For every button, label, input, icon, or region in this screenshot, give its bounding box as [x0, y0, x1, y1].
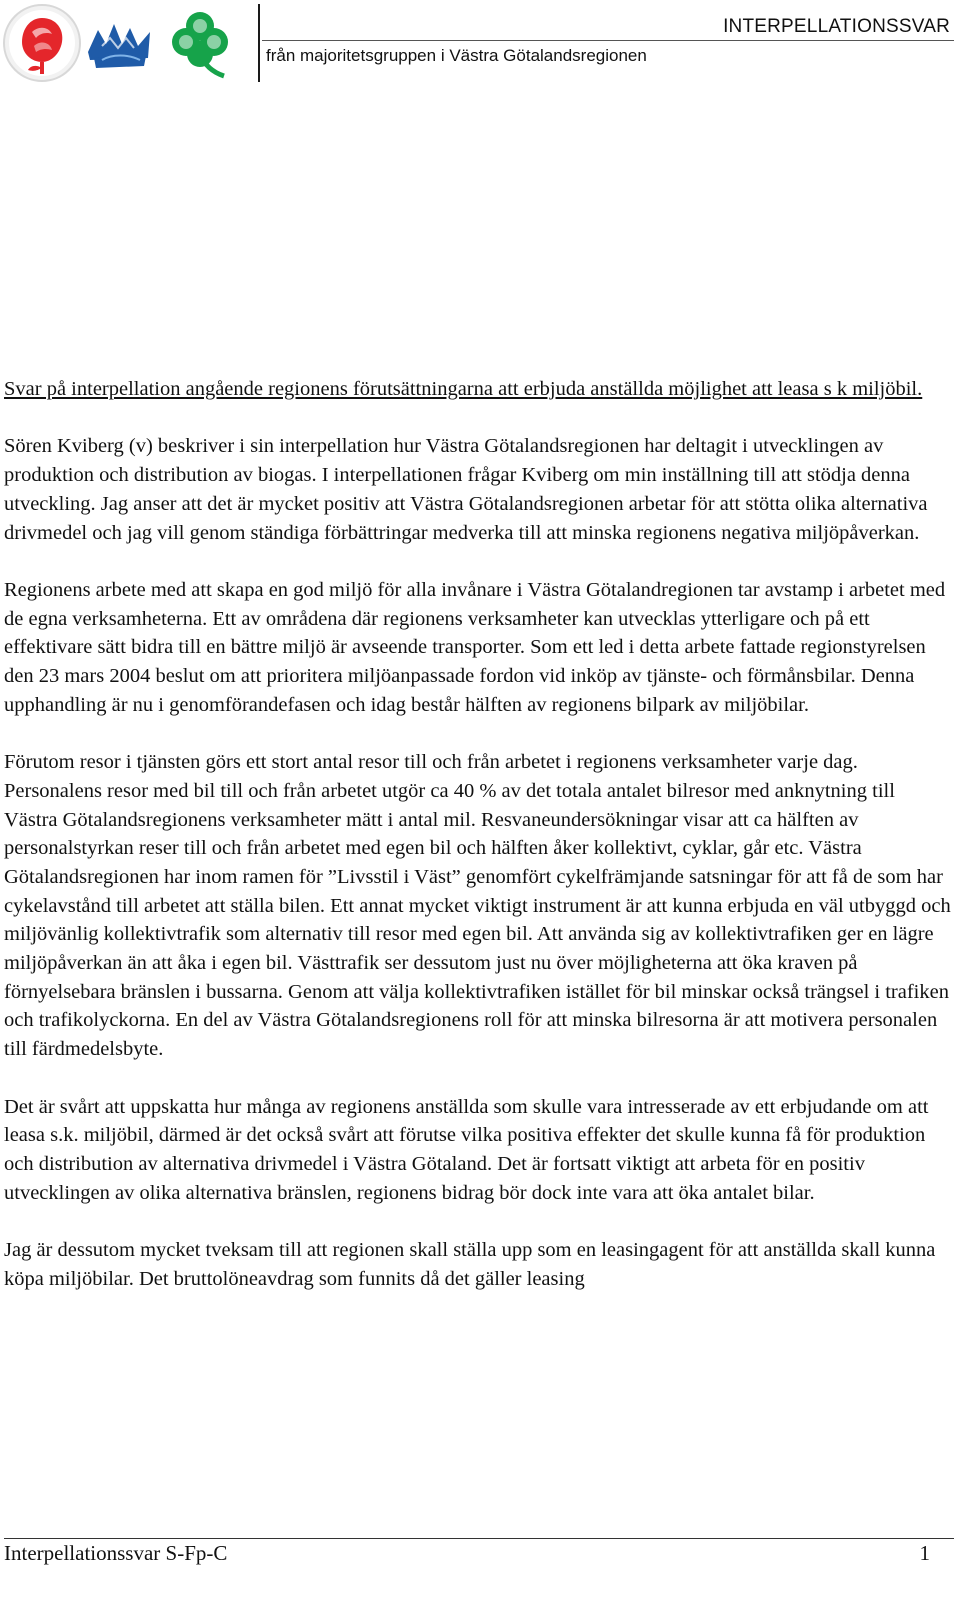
header-rule [262, 40, 954, 41]
paragraph: Förutom resor i tjänsten görs ett stort antal resor till och från arbetet i regionens verksamheter varje dag. Personalens resor med bil till och från arbetet utgör ca 40 % av det totala antalet bilresor med anknytning till Västra Götalandsregionens verksamheter mätt i antal mil. Resvaneundersökningar visar att ca hälften av personalstyrkan reser till och från arbetet med egen bil och hälften åker kollektivt, cyklar, går etc. Västra Götalandsregionen har inom ramen för ”Livsstil i Väst” genomfört cykelfrämjande satsningar för att få de som har cykelavstånd till arbetet att ställa bilen. Ett annat mycket viktigt instrument är att kunna erbjuda en väl utbyggd och miljövänlig kollektivtrafik som alternativ till resor med egen bil. Att använda sig av kollektivtrafiken ger en lägre miljöpåverkan än att åka i egen bil. Västtrafik ser dessutom just nu över möjligheterna att öka kraven på förnyelsebara bränslen i bussarna. Genom att välja kollektivtrafiken istället för bil minskar också trängsel i trafiken och trafikolyckorna. En del av Västra Götalandsregionens roll för att minska bilresorna är att motivera personalen till färdmedelsbyte. [4, 751, 951, 1061]
document-heading: Svar på interpellation angående regionens förutsättningarna att erbjuda anställda möjlighet att leasa s k miljöbil. [4, 378, 923, 400]
page-number: 1 [919, 1541, 930, 1565]
footer-label: Interpellationssvar S-Fp-C [4, 1541, 228, 1565]
rose-logo-icon [4, 5, 80, 81]
paragraph: Jag är dessutom mycket tveksam till att regionen skall ställa upp som en leasingagent för att anställda skall kunna köpa miljöbilar. Det bruttolöneavdrag som funnits då det gäller leasing [4, 1239, 936, 1290]
paragraph: Regionens arbete med att skapa en god miljö för alla invånare i Västra Götalandregionen tar avstamp i arbetet med de egna verksamheterna. Ett av områdena där regionens verksamheter kan utvecklas ytterligare och på ett effektivare sätt bidra till en bättre miljö är avseende transporter. Som ett led i detta arbete fattade regionstyrelsen den 23 mars 2004 beslut om att prioritera miljöanpassade fordon vid inköp av tjänste- och förmånsbilar. Denna upphandling är nu i genomförandefasen och idag består hälften av regionens bilpark av miljöbilar. [4, 578, 946, 716]
footer-rule [4, 1538, 954, 1539]
document-type: INTERPELLATIONSSVAR [723, 16, 950, 37]
paragraph: Det är svårt att uppskatta hur många av regionens anställda som skulle vara intresserade av ett erbjudande om att leasa s.k. miljöbil, därmed är det också svårt att förutse vilka positiva effekter det skulle kunna få för produktion och distribution av alternativa drivmedel i Västra Götaland. Det är fortsatt viktigt att arbeta för en positiv utvecklingen av olika alternativa bränslen, regionens bidrag bör dock inte vara att öka antalet bilar. [4, 1095, 929, 1204]
paragraph: Sören Kviberg (v) beskriver i sin interpellation hur Västra Götalandsregionen har deltagit i utvecklingen av produktion och distribution av biogas. I interpellationen frågar Kviberg om min inställning till att stödja denna utveckling. Jag anser att det är mycket positiv att Västra Götalandsregionen arbetar för att stötta olika alternativa drivmedel och jag vill genom ständiga förbättringar medverka till att minska regionens negativa miljöpåverkan. [4, 435, 928, 544]
header-divider [258, 4, 260, 82]
party-logos [2, 2, 252, 84]
header-subtitle: från majoritetsgruppen i Västra Götalandsregionen [266, 46, 647, 65]
crown-logo-icon [88, 24, 150, 68]
document-body [4, 375, 952, 1322]
clover-logo-icon [172, 12, 228, 76]
